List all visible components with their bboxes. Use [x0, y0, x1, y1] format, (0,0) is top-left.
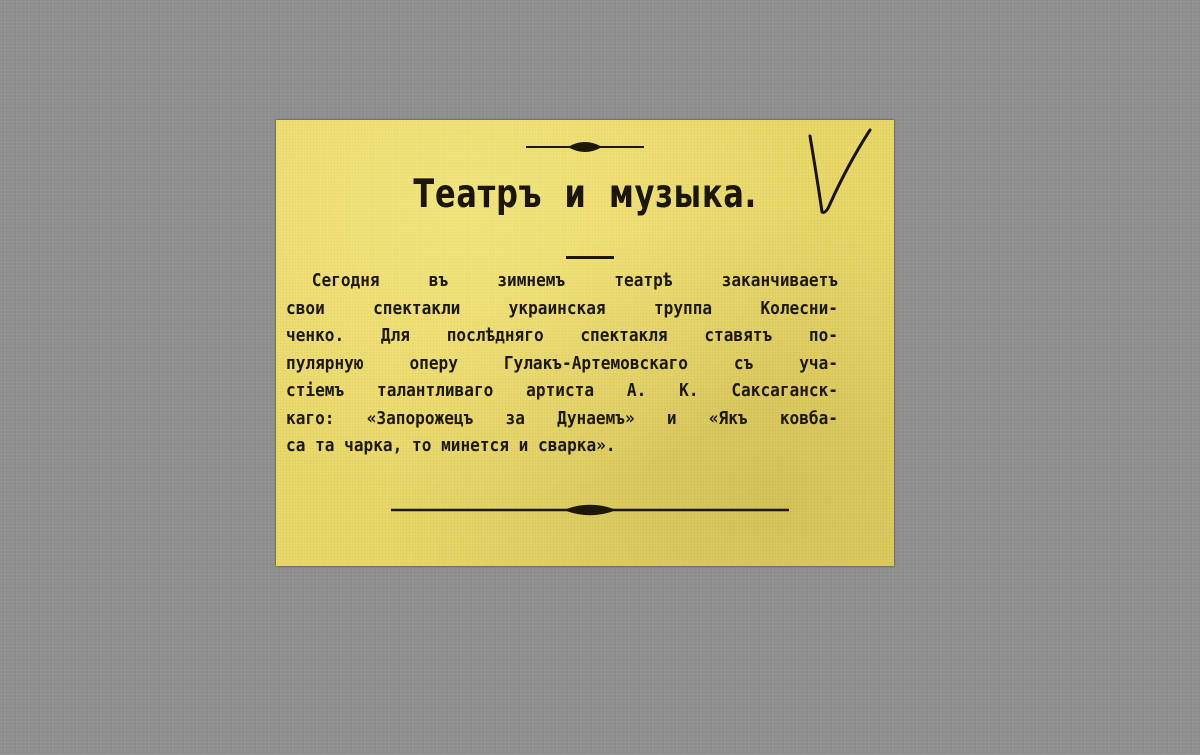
- ornament-top-divider: [526, 140, 644, 154]
- article-line: са та чарка, то минется и сварка».: [286, 436, 616, 456]
- article-line: Сегодня въ зимнемъ театрѣ заканчиваетъ: [311, 271, 838, 291]
- ornament-bottom-divider: [391, 502, 789, 518]
- headline: Театръ и музыка.: [413, 172, 758, 217]
- headline-rule: [566, 256, 614, 259]
- article-line: каго: «Запорожецъ за Дунаемъ» и «Якъ ковба-: [286, 408, 838, 429]
- article-line: ченко. Для послѣдняго спектакля ставятъ по-: [286, 326, 838, 346]
- article-line: свои спектакли украинская труппа Колесни-: [286, 298, 838, 319]
- article-body: [286, 268, 886, 461]
- article-line: пулярную оперу Гулакъ-Артемовскаго съ уча-: [286, 353, 838, 374]
- article-line: стiемъ талантливаго артиста А. К. Саксаганск-: [286, 381, 838, 401]
- newspaper-clipping: [276, 120, 894, 566]
